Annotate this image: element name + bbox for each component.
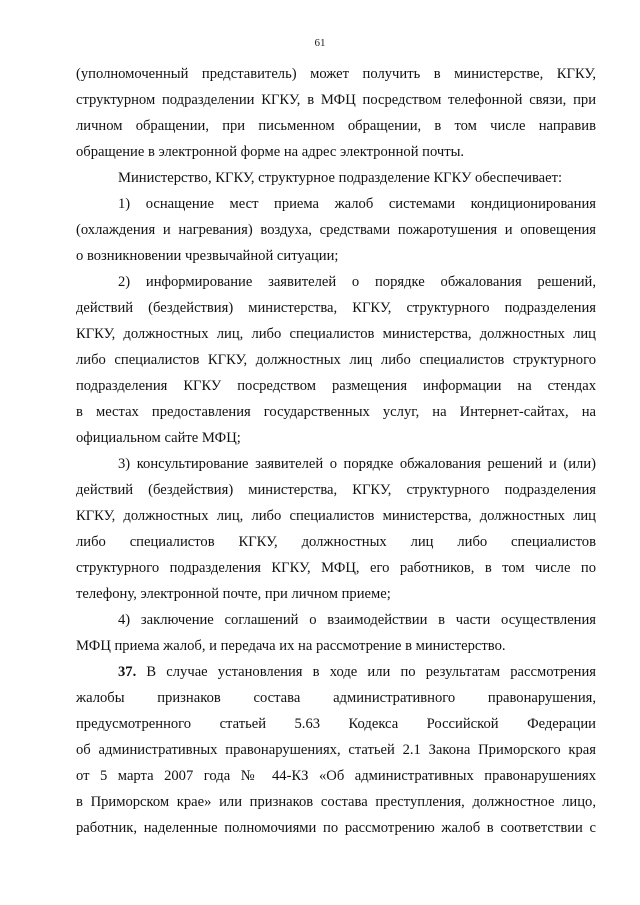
text-line <box>76 607 596 633</box>
line-text: жалобы признаков состава административного правонарушения, <box>76 690 596 706</box>
text-line <box>76 477 596 503</box>
line-text: телефону, электронной почте, при личном приеме; <box>76 586 391 602</box>
text-line <box>76 789 596 815</box>
document-body <box>76 61 596 841</box>
text-line <box>76 399 596 425</box>
text-line <box>76 685 596 711</box>
line-text: об административных правонарушениях, статьей 2.1 Закона Приморского края <box>76 742 596 758</box>
line-text: 1) оснащение мест приема жалоб системами кондиционирования <box>118 196 596 212</box>
line-text: МФЦ приема жалоб, и передача их на рассмотрение в министерство. <box>76 638 506 654</box>
line-text: подразделения КГКУ посредством размещения информации на стендах <box>76 378 596 394</box>
text-line <box>76 139 596 165</box>
clause-number: 37. <box>118 664 147 680</box>
text-line <box>76 165 596 191</box>
line-text: 3) консультирование заявителей о порядке обжалования решений и (или) <box>118 456 596 472</box>
line-text: официальном сайте МФЦ; <box>76 430 241 446</box>
line-text: 2) информирование заявителей о порядке обжалования решений, <box>118 274 596 290</box>
line-text: структурного подразделения КГКУ, МФЦ, его работников, в том числе по <box>76 560 596 576</box>
line-text: В случае установления в ходе или по результатам рассмотрения <box>146 664 596 680</box>
text-line <box>76 425 596 451</box>
line-text: действий (бездействия) министерства, КГКУ, структурного подразделения <box>76 300 596 316</box>
text-line <box>76 581 596 607</box>
text-line <box>76 243 596 269</box>
text-line <box>76 815 596 841</box>
line-text: КГКУ, должностных лиц, либо специалистов министерства, должностных лиц <box>76 326 596 342</box>
line-text: в местах предоставления государственных услуг, на Интернет-сайтах, на <box>76 404 596 420</box>
text-line <box>76 633 596 659</box>
text-line <box>76 373 596 399</box>
text-line <box>76 113 596 139</box>
text-line <box>76 191 596 217</box>
text-line <box>76 295 596 321</box>
line-text: 4) заключение соглашений о взаимодействии в части осуществления <box>118 612 596 628</box>
text-line <box>76 503 596 529</box>
line-text: работник, наделенные полномочиями по рассмотрению жалоб в соответствии с <box>76 820 596 836</box>
line-text: в Приморском крае» или признаков состава преступления, должностное лицо, <box>76 794 596 810</box>
line-text: обращение в электронной форме на адрес электронной почты. <box>76 144 465 160</box>
text-line <box>76 555 596 581</box>
page-number: 61 <box>314 37 326 49</box>
text-line <box>76 659 596 685</box>
line-text: от 5 марта 2007 года № 44-КЗ «Об административных правонарушениях <box>76 768 596 784</box>
text-line <box>76 87 596 113</box>
line-text: либо специалистов КГКУ, должностных лиц либо специалистов <box>76 534 596 550</box>
text-line <box>76 61 596 87</box>
line-text: личном обращении, при письменном обращении, в том числе направив <box>76 118 596 134</box>
text-line <box>76 529 596 555</box>
line-text: о возникновении чрезвычайной ситуации; <box>76 248 339 264</box>
text-line <box>76 451 596 477</box>
text-line <box>76 321 596 347</box>
text-line <box>76 763 596 789</box>
text-line <box>76 711 596 737</box>
line-text: Министерство, КГКУ, структурное подразделение КГКУ обеспечивает: <box>118 170 563 186</box>
line-text: (охлаждения и нагревания) воздуха, средствами пожаротушения и оповещения <box>76 222 596 238</box>
line-text: действий (бездействия) министерства, КГКУ, структурного подразделения <box>76 482 596 498</box>
line-text: либо специалистов КГКУ, должностных лиц либо специалистов структурного <box>76 352 596 368</box>
text-line <box>76 737 596 763</box>
text-line <box>76 269 596 295</box>
line-text: структурном подразделении КГКУ, в МФЦ посредством телефонной связи, при <box>76 92 596 108</box>
line-text: (уполномоченный представитель) может получить в министерстве, КГКУ, <box>76 66 596 82</box>
text-line <box>76 217 596 243</box>
text-line <box>76 347 596 373</box>
line-text: предусмотренного статьей 5.63 Кодекса Российской Федерации <box>76 716 596 732</box>
line-text: КГКУ, должностных лиц, либо специалистов министерства, должностных лиц <box>76 508 596 524</box>
